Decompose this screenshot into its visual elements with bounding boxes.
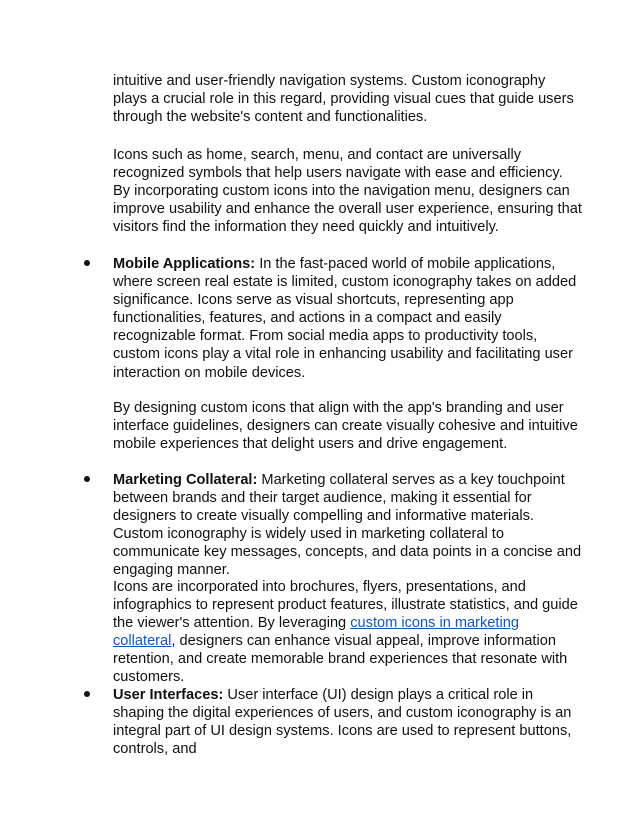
list-item-mobile-applications bbox=[0, 255, 638, 382]
bullet-icon bbox=[84, 691, 90, 697]
bullet-icon bbox=[84, 260, 90, 266]
paragraph-navigation-icons: Icons such as home, search, menu, and contact are universally recognized symbols that help users navigate with ease and efficiency. By incorporating custom icons into the navigation menu, designers can improve usability and enhance the overall user experience, ensuring that visitors find the information they need quickly and intuitively. bbox=[113, 147, 582, 236]
lead-marketing-collateral: Marketing Collateral: bbox=[113, 472, 258, 488]
paragraph-mobile-applications bbox=[113, 255, 583, 382]
paragraph-marketing-followup bbox=[113, 578, 583, 687]
list-item-marketing-collateral bbox=[0, 471, 638, 580]
text-mobile-applications: In the fast-paced world of mobile applications, where screen real estate is limited, custom iconography takes on added significance. Icons serve as visual shortcuts, representing app functionalities, features, and actions in a compact and easily recognizable format. From social media apps to productivity tools, custom icons play a vital role in enhancing usability and facilitating user interaction on mobile devices. bbox=[113, 256, 577, 381]
text-marketing-collateral: Marketing collateral serves as a key touchpoint between brands and their target audience, making it essential for designers to create visually compelling and informative materials. Custom iconography is widely used in marketing collateral to communicate key messages, concepts, and data points in a concise and engaging manner. bbox=[113, 472, 582, 579]
text-user-interfaces: User interface (UI) design plays a critical role in shaping the digital experiences of users, and custom iconography is an integral part of UI design systems. Icons are used to represent buttons, controls, and bbox=[113, 687, 572, 758]
bullet-icon bbox=[84, 476, 90, 482]
text-marketing-followup-after: , designers can enhance visual appeal, improve information retention, and create memorable brand experiences that resonate with customers. bbox=[113, 633, 568, 686]
lead-user-interfaces: User Interfaces: bbox=[113, 687, 224, 703]
paragraph-navigation-continuation: intuitive and user-friendly navigation systems. Custom iconography plays a crucial role in this regard, providing visual cues that guide users through the website's content and functionalities. bbox=[113, 73, 574, 126]
paragraph-mobile-followup: By designing custom icons that align with the app's branding and user interface guidelines, designers can create visually cohesive and intuitive mobile experiences that delight users and drive engagement. bbox=[113, 400, 578, 453]
custom-icons-marketing-link[interactable]: custom icons in marketing collateral bbox=[113, 615, 519, 650]
list-item-user-interfaces bbox=[0, 686, 638, 758]
text-marketing-followup-before: Icons are incorporated into brochures, flyers, presentations, and infographics to represent product features, illustrate statistics, and guide the viewer's attention. By leveraging bbox=[113, 579, 578, 632]
paragraph-marketing-collateral bbox=[113, 471, 583, 580]
paragraph-user-interfaces bbox=[113, 686, 583, 758]
lead-mobile-applications: Mobile Applications: bbox=[113, 256, 256, 272]
